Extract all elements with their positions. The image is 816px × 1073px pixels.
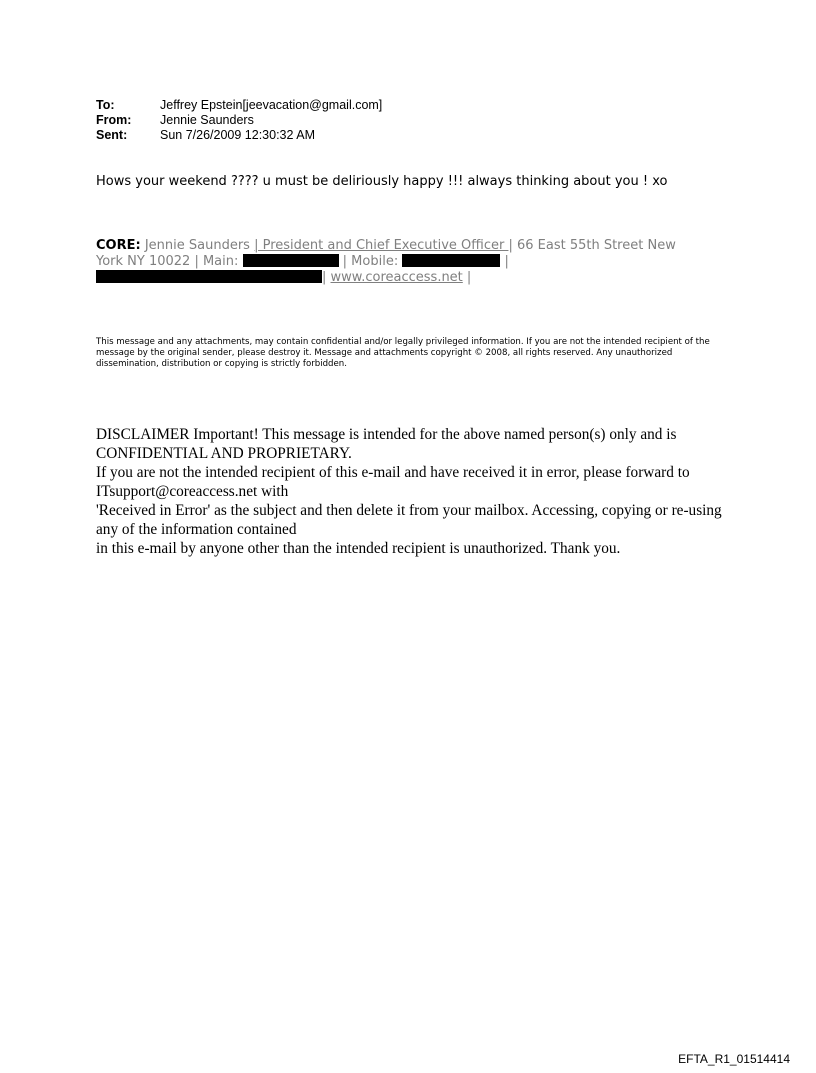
email-header	[96, 98, 382, 143]
document-id: EFTA_R1_01514414	[678, 1052, 790, 1066]
from-label: From:	[96, 113, 132, 127]
signature-line-2	[96, 254, 726, 270]
signature-line-1	[96, 238, 726, 254]
signature-website-link[interactable]: www.coreaccess.net	[330, 270, 463, 285]
to-label: To:	[96, 98, 115, 112]
signature-org: CORE:	[96, 238, 141, 253]
signature-mobile-label: | Mobile:	[338, 254, 403, 269]
email-signature	[96, 238, 726, 286]
redaction-email	[96, 270, 322, 283]
disclaimer-line-1: DISCLAIMER Important! This message is intended for the above named person(s) only and is CONFIDENTIAL AND PROPRIETARY.	[96, 426, 677, 462]
signature-pipe: |	[500, 254, 509, 269]
disclaimer-line-3: 'Received in Error' as the subject and then delete it from your mailbox. Accessing, copying or re-using any of the information contained	[96, 502, 722, 538]
signature-pipe-last: |	[462, 270, 472, 285]
signature-separator: |	[254, 238, 259, 253]
disclaimer-line-2: If you are not the intended recipient of this e-mail and have received it in error, please forward to ITsupport@coreaccess.net with	[96, 464, 690, 500]
sent-label: Sent:	[96, 128, 128, 142]
to-row	[96, 98, 382, 113]
to-value: Jeffrey Epstein[jeevacation@gmail.com]	[160, 98, 383, 112]
redaction-mobile-phone	[402, 254, 500, 267]
signature-name: Jennie Saunders	[140, 238, 255, 253]
disclaimer-block	[96, 425, 726, 558]
signature-address-2: York NY 10022 | Main:	[96, 254, 243, 269]
signature-line-3	[96, 270, 726, 286]
confidentiality-notice: This message and any attachments, may contain confidential and/or legally privileged information. If you are not the intended recipient of the message by the original sender, please destroy it. Message and attachments copyright © 2008, all rights reserved. Any unauthorized dissemination, distribution or copying is strictly forbidden.	[96, 337, 710, 369]
from-row	[96, 113, 382, 128]
signature-title: President and Chief Executive Officer	[258, 238, 509, 253]
signature-pipe-web: |	[322, 270, 331, 285]
signature-address: | 66 East 55th Street New	[508, 238, 676, 253]
sent-value: Sun 7/26/2009 12:30:32 AM	[160, 128, 315, 142]
from-value: Jennie Saunders	[160, 113, 254, 127]
redaction-main-phone	[243, 254, 339, 267]
message-body: Hows your weekend ???? u must be deliriously happy !!! always thinking about you ! xo	[96, 174, 668, 189]
disclaimer-line-4: in this e-mail by anyone other than the intended recipient is unauthorized. Thank you.	[96, 540, 621, 557]
sent-row	[96, 128, 382, 143]
